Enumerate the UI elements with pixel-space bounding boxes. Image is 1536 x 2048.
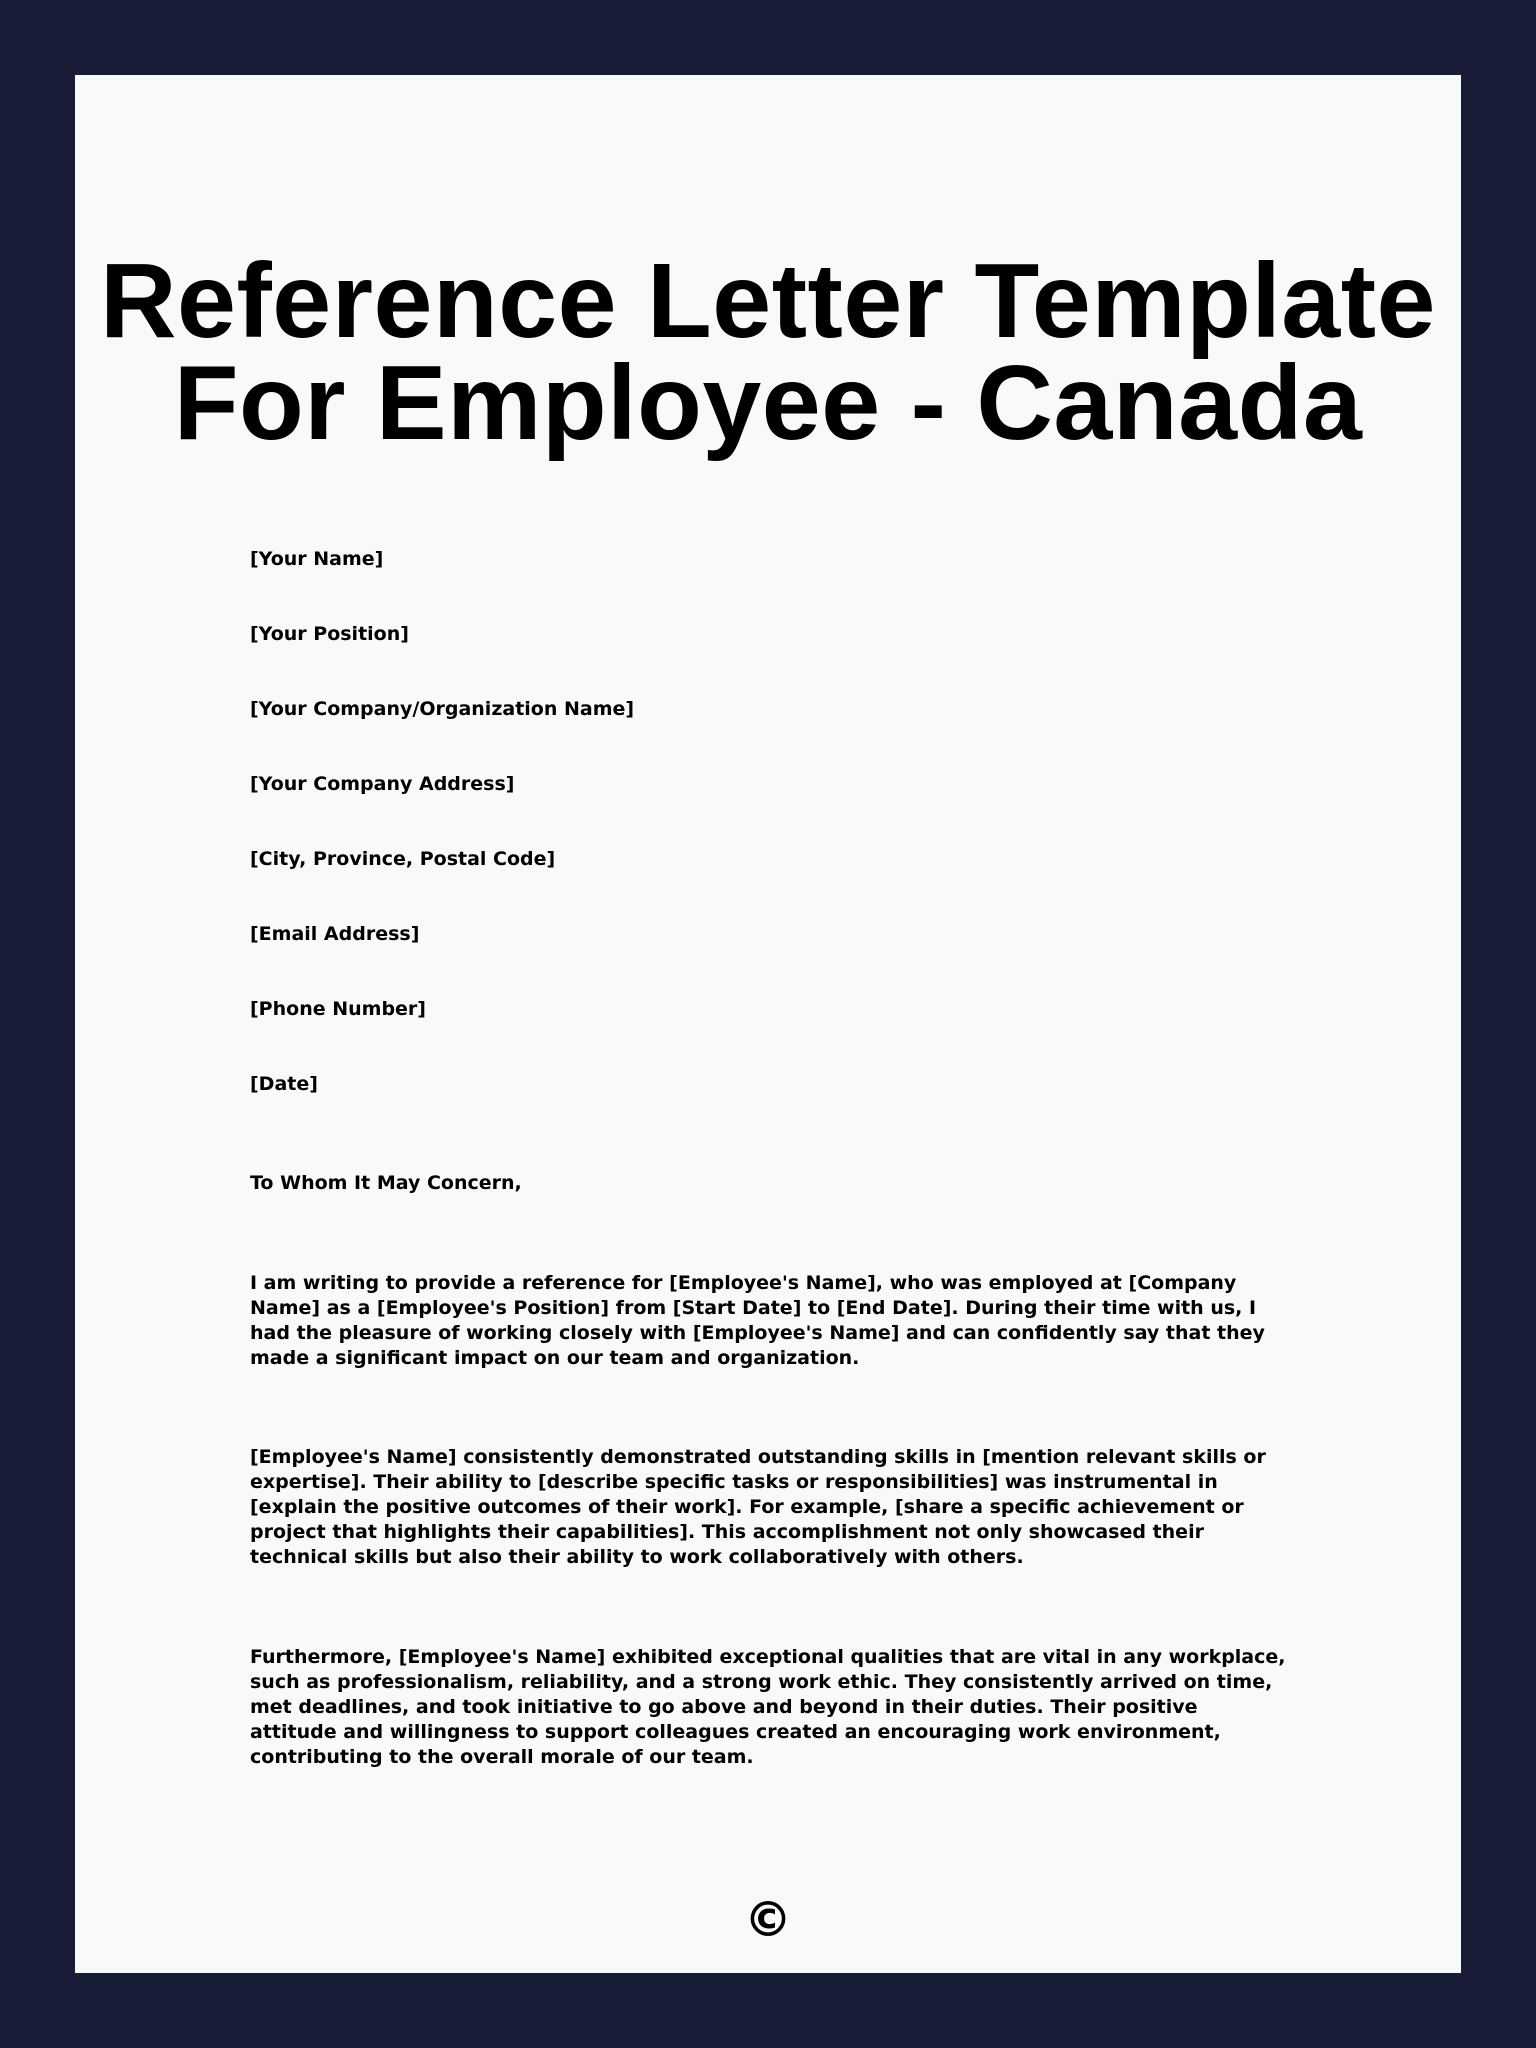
letter-date: [Date] [250, 1073, 318, 1095]
title-line-2: For Employee - Canada [173, 344, 1363, 462]
letter-body [250, 548, 1290, 1770]
sender-company: [Your Company/Organization Name] [250, 698, 635, 720]
body-paragraph-1: I am writing to provide a reference for [Employee's Name], who was employed at [Company Name] as a [Employee's Position] from [Start Date] to [End Date]. During their time with us, I had the pleasure of working closely with [Employee's Name] and can confidently say that they made a significant impact on our team and organization. [250, 1272, 1265, 1369]
title-line-1: Reference Letter Template [100, 242, 1436, 360]
sender-position: [Your Position] [250, 623, 409, 645]
document-page [75, 75, 1461, 1973]
sender-address: [Your Company Address] [250, 773, 515, 795]
body-paragraph-3: Furthermore, [Employee's Name] exhibited exceptional qualities that are vital in any workplace, such as professionalism, reliability, and a strong work ethic. They consistently arrived on time, met deadlines, and took initiative to go above and beyond in their duties. Their positive attitude and willingness to support colleagues created an encouraging work environment, contributing to the overall morale of our team. [250, 1646, 1286, 1768]
salutation: To Whom It May Concern, [250, 1172, 522, 1194]
copyright-icon: © [744, 1892, 792, 1948]
sender-email: [Email Address] [250, 923, 420, 945]
sender-city: [City, Province, Postal Code] [250, 848, 556, 870]
page-title [75, 242, 1461, 462]
sender-phone: [Phone Number] [250, 998, 426, 1020]
sender-name: [Your Name] [250, 548, 384, 570]
body-paragraph-2: [Employee's Name] consistently demonstrated outstanding skills in [mention relevant skills or expertise]. Their ability to [describe specific tasks or responsibilities] was instrumental in [explain the positive outcomes of their work]. For example, [share a specific achievement or project that highlights their capabilities]. This accomplishment not only showcased their technical skills but also their ability to work collaboratively with others. [250, 1446, 1266, 1568]
sender-block [250, 548, 1290, 1148]
